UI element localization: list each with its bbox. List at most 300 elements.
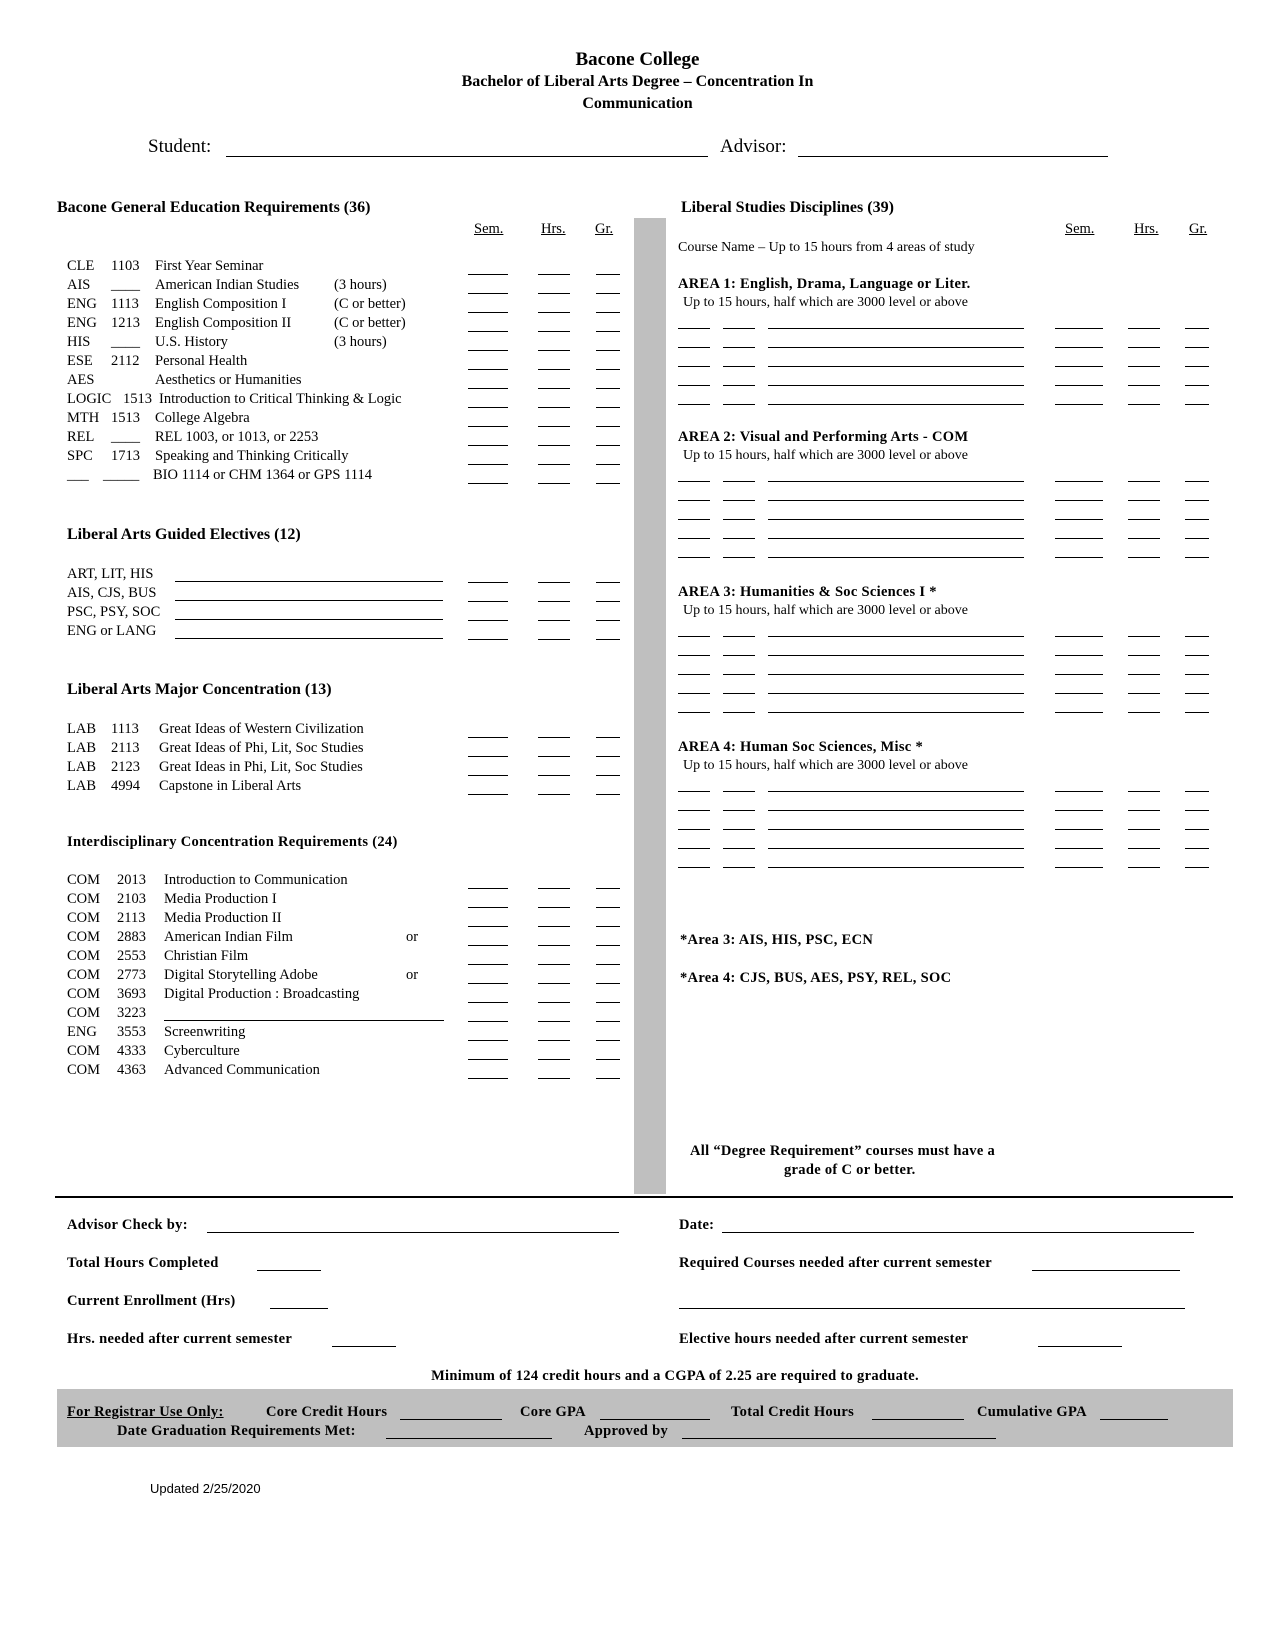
grade-field[interactable]: [596, 775, 620, 776]
hrs-field[interactable]: [538, 350, 570, 351]
hrs-field[interactable]: [1128, 848, 1160, 849]
hrs-field[interactable]: [1128, 674, 1160, 675]
current-enrollment-field[interactable]: [270, 1308, 328, 1309]
hrs-field[interactable]: [538, 483, 570, 484]
grade-field[interactable]: [596, 794, 620, 795]
grade-field[interactable]: [1185, 693, 1209, 694]
grade-field[interactable]: [596, 964, 620, 965]
sem-field[interactable]: [1055, 867, 1103, 868]
hrs-field[interactable]: [538, 331, 570, 332]
sem-field[interactable]: [468, 945, 508, 946]
sem-field[interactable]: [468, 756, 508, 757]
course-prefix: HIS: [67, 334, 91, 350]
course-name-field[interactable]: [768, 366, 1024, 367]
hrs-field[interactable]: [538, 1021, 570, 1022]
course-prefix: ESE: [67, 353, 93, 369]
sem-field[interactable]: [468, 445, 508, 446]
course-name: Introduction to Communication: [164, 872, 348, 888]
gen-ed-title: Bacone General Education Requirements (36): [57, 199, 371, 216]
major-title: Liberal Arts Major Concentration (13): [67, 681, 332, 698]
sem-field[interactable]: [468, 601, 508, 602]
course-number-field[interactable]: [723, 810, 755, 811]
grade-field[interactable]: [1185, 385, 1209, 386]
course-number-field[interactable]: [723, 519, 755, 520]
elective-course-field[interactable]: [175, 638, 443, 639]
course-name-field[interactable]: [768, 347, 1024, 348]
course-number: 3553: [117, 1024, 146, 1040]
sem-field[interactable]: [1055, 538, 1103, 539]
grade-field[interactable]: [596, 464, 620, 465]
sem-field[interactable]: [468, 620, 508, 621]
hrs-field[interactable]: [1128, 347, 1160, 348]
hrs-field[interactable]: [1128, 404, 1160, 405]
grade-field[interactable]: [1185, 404, 1209, 405]
course-number-field[interactable]: [723, 693, 755, 694]
course-number: 1103: [111, 258, 140, 274]
hrs-field[interactable]: [538, 369, 570, 370]
hrs-field[interactable]: [538, 945, 570, 946]
course-prefix-field[interactable]: [678, 328, 710, 329]
date-field[interactable]: [722, 1232, 1194, 1233]
required-courses-field-2[interactable]: [679, 1308, 1185, 1309]
course-prefix: LAB: [67, 778, 96, 794]
hrs-field[interactable]: [1128, 712, 1160, 713]
hrs-field[interactable]: [1128, 829, 1160, 830]
course-number-field[interactable]: [723, 655, 755, 656]
sem-field[interactable]: [1055, 328, 1103, 329]
grade-field[interactable]: [596, 293, 620, 294]
grade-field[interactable]: [596, 1078, 620, 1079]
liberal-studies-note: Course Name – Up to 15 hours from 4 areas of study: [678, 240, 975, 255]
grade-field[interactable]: [596, 945, 620, 946]
course-name-field[interactable]: [768, 674, 1024, 675]
grade-field[interactable]: [596, 620, 620, 621]
course-name-field[interactable]: [768, 712, 1024, 713]
course-number: 1513: [123, 391, 152, 407]
sem-field[interactable]: [468, 407, 508, 408]
course-number: 2103: [117, 891, 146, 907]
sem-field[interactable]: [468, 464, 508, 465]
hrs-field[interactable]: [1128, 636, 1160, 637]
hrs-field[interactable]: [538, 1078, 570, 1079]
course-name-field[interactable]: [768, 519, 1024, 520]
course-name-field[interactable]: [768, 404, 1024, 405]
grade-field[interactable]: [596, 369, 620, 370]
sem-field[interactable]: [1055, 500, 1103, 501]
course-prefix: ENG: [67, 315, 97, 331]
hrs-field[interactable]: [538, 756, 570, 757]
sem-field[interactable]: [468, 369, 508, 370]
sem-field[interactable]: [468, 926, 508, 927]
course-number: 2112: [111, 353, 140, 369]
hrs-field[interactable]: [538, 293, 570, 294]
course-prefix-field[interactable]: [678, 829, 710, 830]
hrs-field[interactable]: [1128, 810, 1160, 811]
sem-field[interactable]: [1055, 693, 1103, 694]
course-name: BIO 1114 or CHM 1364 or GPS 1114: [153, 467, 372, 483]
hrs-field[interactable]: [538, 464, 570, 465]
sem-field[interactable]: [468, 794, 508, 795]
sem-field[interactable]: [1055, 481, 1103, 482]
sem-field[interactable]: [468, 483, 508, 484]
course-name: Media Production II: [164, 910, 282, 926]
elective-category: ENG or LANG: [67, 623, 157, 639]
sem-field[interactable]: [468, 312, 508, 313]
course-prefix: COM: [67, 986, 101, 1002]
course-number-field[interactable]: [723, 347, 755, 348]
course-number-field[interactable]: [723, 481, 755, 482]
course-number-field[interactable]: [723, 500, 755, 501]
course-prefix: COM: [67, 872, 101, 888]
elective-category: PSC, PSY, SOC: [67, 604, 161, 620]
sem-field[interactable]: [468, 775, 508, 776]
graduation-minimum-note: Minimum of 124 credit hours and a CGPA of 2.25 are required to graduate.: [431, 1368, 919, 1384]
sem-field[interactable]: [1055, 636, 1103, 637]
grade-field[interactable]: [1185, 347, 1209, 348]
grade-field[interactable]: [596, 445, 620, 446]
hrs-field[interactable]: [538, 1059, 570, 1060]
grade-field[interactable]: [1185, 636, 1209, 637]
grade-field[interactable]: [596, 582, 620, 583]
grade-field[interactable]: [1185, 867, 1209, 868]
course-name-field[interactable]: [768, 810, 1024, 811]
course-prefix-field[interactable]: [678, 867, 710, 868]
elective-course-field[interactable]: [175, 619, 443, 620]
sem-field[interactable]: [468, 983, 508, 984]
student-label: Student:: [148, 136, 212, 157]
total-hours-field[interactable]: [257, 1270, 321, 1271]
sem-field[interactable]: [468, 331, 508, 332]
hrs-field[interactable]: [1128, 557, 1160, 558]
course-name: Advanced Communication: [164, 1062, 320, 1078]
sem-field[interactable]: [468, 426, 508, 427]
hrs-field[interactable]: [1128, 791, 1160, 792]
sem-field[interactable]: [468, 639, 508, 640]
required-courses-label: Required Courses needed after current semester: [679, 1255, 992, 1271]
course-prefix-field[interactable]: [678, 848, 710, 849]
hrs-field[interactable]: [538, 983, 570, 984]
course-prefix: COM: [67, 891, 101, 907]
hrs-needed-field[interactable]: [332, 1346, 396, 1347]
sem-field[interactable]: [468, 1002, 508, 1003]
course-number-field[interactable]: [723, 848, 755, 849]
sem-field[interactable]: [1055, 557, 1103, 558]
course-prefix: COM: [67, 910, 101, 926]
grade-field[interactable]: [596, 1059, 620, 1060]
course-prefix-field[interactable]: [678, 481, 710, 482]
grade-field[interactable]: [596, 1021, 620, 1022]
updated-date: Updated 2/25/2020: [150, 1481, 261, 1496]
hrs-field[interactable]: [538, 1002, 570, 1003]
course-prefix-field[interactable]: [678, 557, 710, 558]
course-name-field[interactable]: [768, 636, 1024, 637]
core-gpa-label: Core GPA: [520, 1404, 586, 1420]
hrs-field[interactable]: [1128, 519, 1160, 520]
sem-field[interactable]: [1055, 712, 1103, 713]
grade-field[interactable]: [596, 1002, 620, 1003]
course-name: Cyberculture: [164, 1043, 240, 1059]
sem-field[interactable]: [1055, 655, 1103, 656]
hrs-field[interactable]: [538, 445, 570, 446]
course-number: _____: [103, 467, 140, 483]
course-name-field[interactable]: [768, 655, 1024, 656]
course-name: American Indian Studies: [155, 277, 300, 293]
area-title: AREA 3: Humanities & Soc Sciences I *: [678, 584, 937, 600]
course-name: Great Ideas of Western Civilization: [159, 721, 364, 737]
grade-field[interactable]: [596, 983, 620, 984]
advisor-label: Advisor:: [720, 136, 787, 157]
sem-field[interactable]: [1055, 829, 1103, 830]
course-name-field[interactable]: [768, 829, 1024, 830]
area-subtitle: Up to 15 hours, half which are 3000 level or above: [683, 448, 968, 463]
grade-field[interactable]: [596, 483, 620, 484]
approved-by-field[interactable]: [682, 1438, 996, 1439]
course-prefix: SPC: [67, 448, 93, 464]
total-credit-field[interactable]: [872, 1419, 964, 1420]
hrs-field[interactable]: [1128, 500, 1160, 501]
course-number: ____: [111, 277, 140, 293]
grade-field[interactable]: [596, 888, 620, 889]
course-prefix: LAB: [67, 740, 96, 756]
course-number: 2773: [117, 967, 146, 983]
hrs-field[interactable]: [1128, 693, 1160, 694]
course-number-field[interactable]: [723, 557, 755, 558]
course-name: Introduction to Critical Thinking & Logic: [159, 391, 402, 407]
hrs-field[interactable]: [1128, 655, 1160, 656]
course-name-field[interactable]: [768, 538, 1024, 539]
grade-field[interactable]: [1185, 538, 1209, 539]
sem-field[interactable]: [468, 582, 508, 583]
sem-field[interactable]: [468, 907, 508, 908]
grade-field[interactable]: [596, 1040, 620, 1041]
sem-field[interactable]: [1055, 385, 1103, 386]
sem-field[interactable]: [1055, 791, 1103, 792]
sem-field[interactable]: [468, 888, 508, 889]
hrs-field[interactable]: [538, 737, 570, 738]
area4-footnote: *Area 4: CJS, BUS, AES, PSY, REL, SOC: [680, 970, 952, 986]
course-note: (C or better): [334, 315, 406, 331]
course-prefix-field[interactable]: [678, 712, 710, 713]
area-title: AREA 1: English, Drama, Language or Liter.: [678, 276, 971, 292]
grade-field[interactable]: [1185, 791, 1209, 792]
grade-field[interactable]: [596, 407, 620, 408]
grade-field[interactable]: [596, 639, 620, 640]
course-prefix-field[interactable]: [678, 636, 710, 637]
required-courses-field[interactable]: [1032, 1270, 1180, 1271]
sem-field[interactable]: [1055, 674, 1103, 675]
course-name: Great Ideas of Phi, Lit, Soc Studies: [159, 740, 364, 756]
grade-field[interactable]: [1185, 810, 1209, 811]
core-gpa-field[interactable]: [600, 1419, 710, 1420]
hrs-field[interactable]: [538, 426, 570, 427]
sem-field[interactable]: [468, 1021, 508, 1022]
grade-field[interactable]: [1185, 712, 1209, 713]
date-met-field[interactable]: [386, 1438, 552, 1439]
course-name-field[interactable]: [768, 557, 1024, 558]
course-note: (3 hours): [334, 334, 387, 350]
course-number-field[interactable]: [723, 366, 755, 367]
sem-field[interactable]: [468, 1078, 508, 1079]
course-name-field[interactable]: [768, 693, 1024, 694]
hrs-field[interactable]: [1128, 385, 1160, 386]
course-prefix-field[interactable]: [678, 538, 710, 539]
course-prefix-field[interactable]: [678, 655, 710, 656]
grade-field[interactable]: [596, 312, 620, 313]
grade-field[interactable]: [1185, 655, 1209, 656]
sem-field[interactable]: [468, 737, 508, 738]
hrs-field[interactable]: [538, 388, 570, 389]
course-prefix: COM: [67, 967, 101, 983]
course-name-field[interactable]: [768, 848, 1024, 849]
grade-field[interactable]: [1185, 848, 1209, 849]
grade-field[interactable]: [1185, 674, 1209, 675]
grade-field[interactable]: [596, 907, 620, 908]
area-subtitle: Up to 15 hours, half which are 3000 level or above: [683, 758, 968, 773]
sem-field[interactable]: [468, 274, 508, 275]
course-number-field[interactable]: [723, 538, 755, 539]
sem-field[interactable]: [468, 1059, 508, 1060]
sem-field[interactable]: [1055, 519, 1103, 520]
course-number-field[interactable]: [723, 712, 755, 713]
course-number-field[interactable]: [723, 385, 755, 386]
course-prefix-field[interactable]: [678, 366, 710, 367]
grade-field[interactable]: [596, 388, 620, 389]
hrs-field[interactable]: [538, 274, 570, 275]
course-name-field[interactable]: [768, 481, 1024, 482]
hrs-field[interactable]: [538, 794, 570, 795]
hrs-field[interactable]: [1128, 867, 1160, 868]
course-number-field[interactable]: [723, 404, 755, 405]
course-prefix-field[interactable]: [678, 693, 710, 694]
course-name: American Indian Film: [164, 929, 293, 945]
grade-field[interactable]: [1185, 829, 1209, 830]
hrs-field[interactable]: [538, 620, 570, 621]
elective-hours-field[interactable]: [1038, 1346, 1122, 1347]
course-name: English Composition I: [155, 296, 287, 312]
sem-field[interactable]: [468, 388, 508, 389]
concentration-title: Communication: [582, 95, 693, 112]
advisor-field[interactable]: [798, 156, 1108, 157]
course-name-field[interactable]: [768, 500, 1024, 501]
col-header-hrs-right: Hrs.: [1134, 221, 1159, 237]
elective-course-field[interactable]: [175, 600, 443, 601]
hrs-field[interactable]: [538, 964, 570, 965]
course-number: 4994: [111, 778, 140, 794]
grade-field[interactable]: [1185, 519, 1209, 520]
hrs-field[interactable]: [538, 601, 570, 602]
elective-category: ART, LIT, HIS: [67, 566, 154, 582]
grade-field[interactable]: [596, 601, 620, 602]
course-number: 2013: [117, 872, 146, 888]
sem-field[interactable]: [1055, 810, 1103, 811]
liberal-studies-title: Liberal Studies Disciplines (39): [681, 199, 894, 216]
hrs-field[interactable]: [538, 888, 570, 889]
course-prefix-field[interactable]: [678, 519, 710, 520]
grade-field[interactable]: [596, 756, 620, 757]
course-prefix-field[interactable]: [678, 347, 710, 348]
hrs-field[interactable]: [1128, 366, 1160, 367]
course-prefix: ENG: [67, 1024, 97, 1040]
grade-field[interactable]: [596, 737, 620, 738]
sem-field[interactable]: [1055, 347, 1103, 348]
course-prefix-field[interactable]: [678, 500, 710, 501]
core-credit-field[interactable]: [400, 1419, 502, 1420]
course-name: Digital Storytelling Adobe: [164, 967, 318, 983]
course-number-field[interactable]: [723, 829, 755, 830]
course-name-field[interactable]: [768, 385, 1024, 386]
grade-field[interactable]: [1185, 557, 1209, 558]
course-name-field[interactable]: [768, 791, 1024, 792]
elective-course-field[interactable]: [175, 581, 443, 582]
hrs-needed-label: Hrs. needed after current semester: [67, 1331, 293, 1347]
course-number: 1713: [111, 448, 140, 464]
hrs-field[interactable]: [538, 582, 570, 583]
grade-field[interactable]: [1185, 481, 1209, 482]
sem-field[interactable]: [468, 1040, 508, 1041]
hrs-field[interactable]: [538, 1040, 570, 1041]
sem-field[interactable]: [468, 350, 508, 351]
course-number: 3693: [117, 986, 146, 1002]
hrs-field[interactable]: [538, 639, 570, 640]
hrs-field[interactable]: [538, 312, 570, 313]
course-prefix-field[interactable]: [678, 385, 710, 386]
course-name-field[interactable]: [164, 1020, 444, 1021]
course-number-field[interactable]: [723, 867, 755, 868]
hrs-field[interactable]: [538, 407, 570, 408]
course-prefix-field[interactable]: [678, 791, 710, 792]
course-number-field[interactable]: [723, 674, 755, 675]
grade-field[interactable]: [1185, 366, 1209, 367]
hrs-field[interactable]: [538, 775, 570, 776]
hrs-field[interactable]: [1128, 481, 1160, 482]
advisor-check-field[interactable]: [207, 1232, 619, 1233]
course-number: 3223: [117, 1005, 146, 1021]
hrs-field[interactable]: [1128, 538, 1160, 539]
course-prefix: COM: [67, 1005, 101, 1021]
grade-field[interactable]: [596, 426, 620, 427]
student-field[interactable]: [226, 156, 708, 157]
sem-field[interactable]: [1055, 848, 1103, 849]
course-number-field[interactable]: [723, 328, 755, 329]
course-number: 1113: [111, 296, 139, 312]
hrs-field[interactable]: [538, 907, 570, 908]
course-number: ____: [111, 334, 140, 350]
grade-field[interactable]: [596, 350, 620, 351]
course-prefix-field[interactable]: [678, 810, 710, 811]
sem-field[interactable]: [1055, 404, 1103, 405]
sem-field[interactable]: [1055, 366, 1103, 367]
course-prefix: REL: [67, 429, 95, 445]
hrs-field[interactable]: [538, 926, 570, 927]
grade-field[interactable]: [1185, 328, 1209, 329]
grade-field[interactable]: [596, 331, 620, 332]
cumulative-gpa-field[interactable]: [1100, 1419, 1168, 1420]
sem-field[interactable]: [468, 964, 508, 965]
course-name-field[interactable]: [768, 867, 1024, 868]
grade-field[interactable]: [596, 926, 620, 927]
course-number-field[interactable]: [723, 636, 755, 637]
course-prefix-field[interactable]: [678, 674, 710, 675]
grade-field[interactable]: [596, 274, 620, 275]
course-number-field[interactable]: [723, 791, 755, 792]
hrs-field[interactable]: [1128, 328, 1160, 329]
grade-field[interactable]: [1185, 500, 1209, 501]
course-name-field[interactable]: [768, 328, 1024, 329]
course-prefix-field[interactable]: [678, 404, 710, 405]
approved-by-label: Approved by: [584, 1423, 669, 1439]
course-number: 2553: [117, 948, 146, 964]
sem-field[interactable]: [468, 293, 508, 294]
